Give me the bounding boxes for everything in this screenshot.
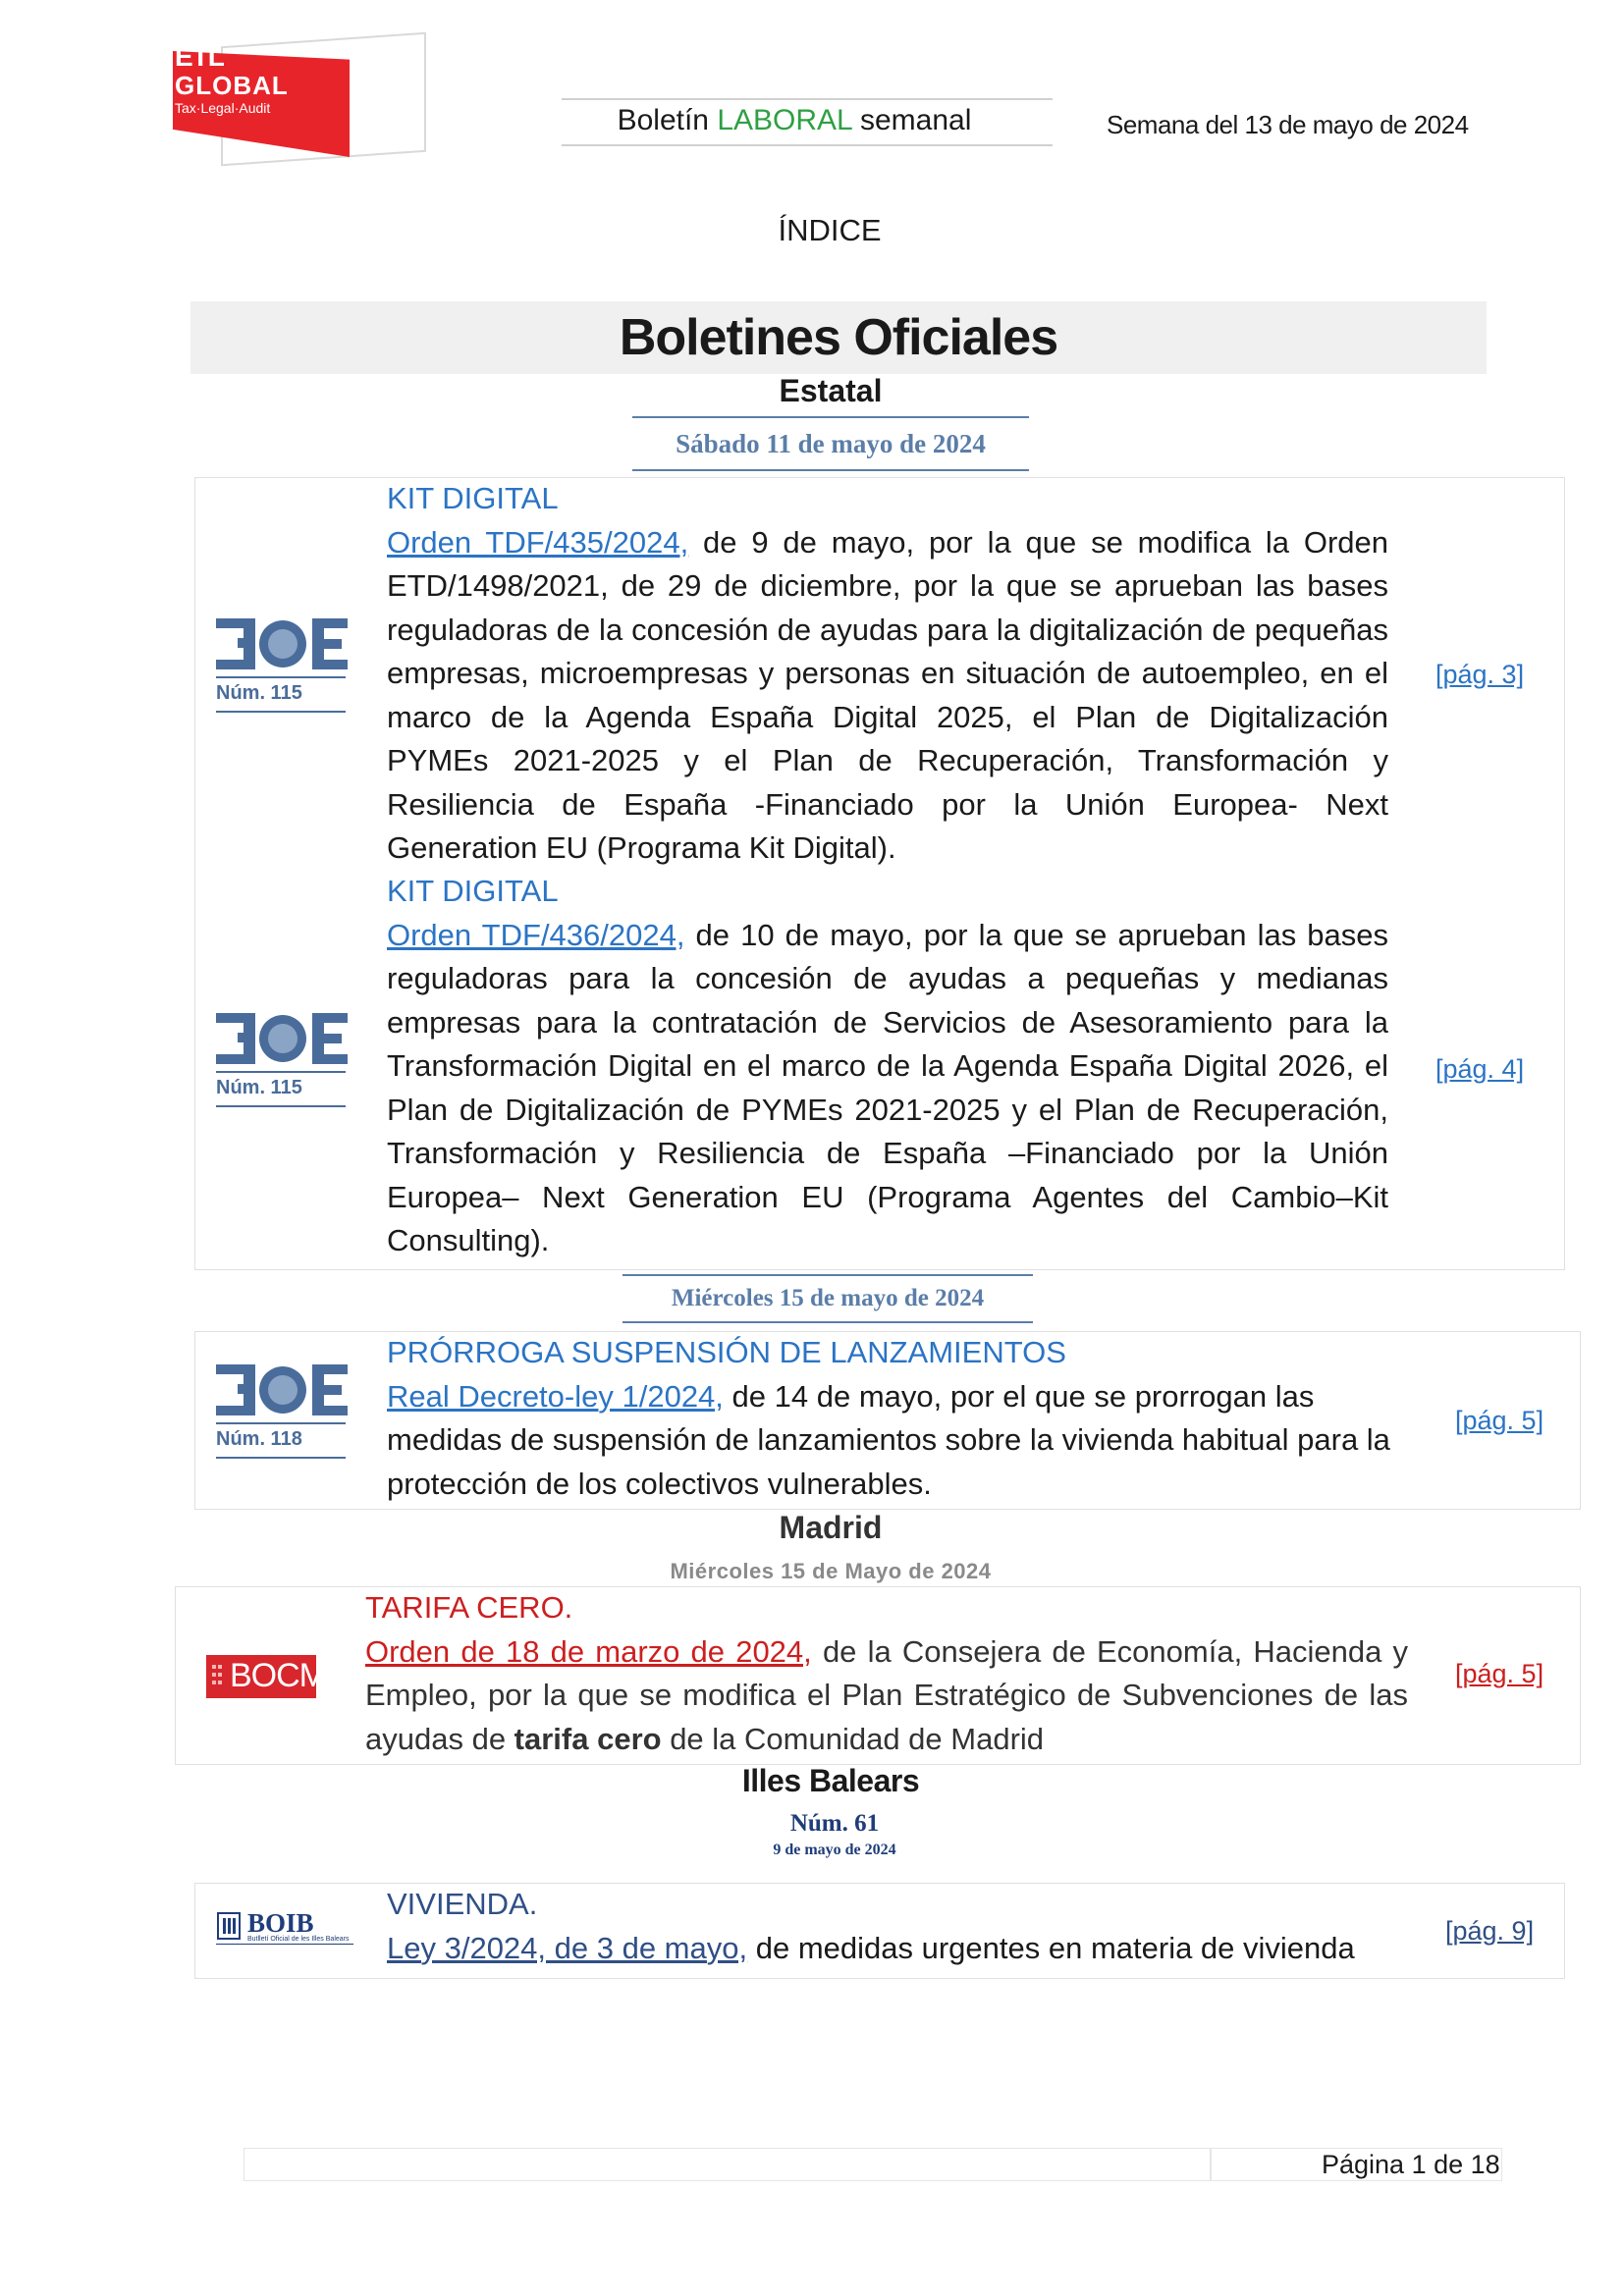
entry-category: KIT DIGITAL [387,874,559,908]
logo-global: GLOBAL [175,71,289,100]
entry-link[interactable]: Orden TDF/436/2024, [387,917,685,952]
entry-description: de medidas urgentes en materia de vivienda [747,1930,1355,1965]
entry-category: PRÓRROGA SUSPENSIÓN DE LANZAMIENTOS [387,1335,1066,1369]
entry-description: de 10 de mayo, por la que se aprueban las bases reguladoras para la concesión de ayudas a pequeñas y medianas empresas para la contratación de Servicios de Asesoramiento para la Transformación Digital en el marco de la Agenda España Digital 2026, el Plan de Digitalización de PYMEs 2021-2025 y el Plan de Recuperación, Transformación y Resiliencia de España –Financiado por la Unión Europea– Next Generation EU (Programa Agentes del Cambio–Kit Consulting). [387,917,1388,1257]
boib-logo-text: BOIB [247,1908,314,1938]
entry-kit-digital-2 [387,870,1388,1263]
entry-category: VIVIENDA. [387,1887,538,1921]
section-title: Boletines Oficiales [619,309,1058,366]
boe-logo [216,1362,348,1459]
footer-separator [1210,2148,1212,2181]
entry-description-bold: tarifa cero [514,1721,662,1756]
entry-link[interactable]: Orden TDF/435/2024, [387,524,689,560]
page-ref-link[interactable]: [pág. 5] [1455,1406,1544,1435]
boe-number: Núm. 118 [216,1422,346,1459]
entry-description-2: de la Comunidad de Madrid [661,1721,1045,1756]
region-madrid: Madrid [779,1510,883,1545]
boe-logo-icon [216,1362,348,1419]
boe-logo [216,616,348,713]
bocm-logo [206,1655,326,1698]
page-ref-link[interactable]: [pág. 4] [1435,1054,1525,1084]
bulletin-prefix: Boletín [617,104,709,136]
boib-logo [216,1910,353,1949]
page-ref-link[interactable]: [pág. 3] [1435,660,1525,689]
logo-text [175,43,289,115]
boe-logo [216,1011,348,1107]
date-tag-estatal-2: Miércoles 15 de mayo de 2024 [623,1274,1033,1323]
footer-frame [244,2148,1502,2181]
week-label: Semana del 13 de mayo de 2024 [1107,110,1469,139]
bulletin-highlight: LABORAL [717,104,852,136]
page-ref-link[interactable]: [pág. 5] [1455,1659,1544,1688]
entry-description: de 14 de mayo, por el que se prorrogan las medidas de suspensión de lanzamientos sobre la vivienda habitual para la protección de los colectivos vulnerables. [387,1378,1390,1501]
bulletin-suffix: semanal [859,104,972,136]
boe-number: Núm. 115 [216,1071,346,1107]
logo-tagline: Tax·Legal·Audit [175,100,271,116]
page-number: Página 1 de 18 [1322,2150,1500,2179]
etl-global-logo [167,39,432,162]
boe-number: Núm. 115 [216,676,346,713]
page-ref-link[interactable]: [pág. 9] [1445,1916,1535,1946]
boib-logo-subtext: Butlletí Oficial de les Illes Balears [247,1936,350,1943]
entry-description-1: de la Consejera de Economía, Hacienda y Empleo, por la que se modifica el Plan Estratégico de Subvenciones de las ayudas de [365,1633,1408,1756]
bocm-logo-text: BOCM [230,1657,326,1694]
baleares-number: Núm. 61 [789,1810,880,1837]
boe-logo-icon [216,616,348,673]
entry-link[interactable]: Real Decreto-ley 1/2024, [387,1378,724,1414]
index-title: ÍNDICE [778,213,882,247]
entry-vivienda [387,1883,1428,1970]
baleares-date: 9 de mayo de 2024 [773,1842,896,1858]
entry-category: KIT DIGITAL [387,481,559,515]
entry-prorroga [387,1331,1408,1506]
entry-link[interactable]: Orden de 18 de marzo de 2024, [365,1633,812,1669]
region-estatal: Estatal [779,373,883,408]
entry-kit-digital-1 [387,477,1388,871]
boe-logo-icon [216,1011,348,1068]
entry-description: de 9 de mayo, por la que se modifica la Orden ETD/1498/2021, de 29 de diciembre, por la que se aprueban las bases reguladoras de la concesión de ayudas para la digitalización de pequeñas empresas, microempresas y personas en situación de autoempleo, en el marco de la Agenda España Digital 2025, el Plan de Digitalización PYMEs 2021-2025 y el Plan de Recuperación, Transformación y Resiliencia de España -Financiado por la Unión Europea- Next Generation EU (Programa Kit Digital). [387,524,1389,865]
entry-tarifa-cero [365,1586,1408,1761]
date-madrid: Miércoles 15 de Mayo de 2024 [670,1559,992,1583]
bulletin-title [562,104,1027,137]
entry-category: TARIFA CERO. [365,1590,573,1625]
entry-link[interactable]: Ley 3/2024, de 3 de mayo, [387,1930,748,1965]
date-tag-estatal-1: Sábado 11 de mayo de 2024 [632,416,1029,471]
region-baleares: Illes Balears [741,1763,920,1798]
logo-etl: ETL [175,41,224,72]
